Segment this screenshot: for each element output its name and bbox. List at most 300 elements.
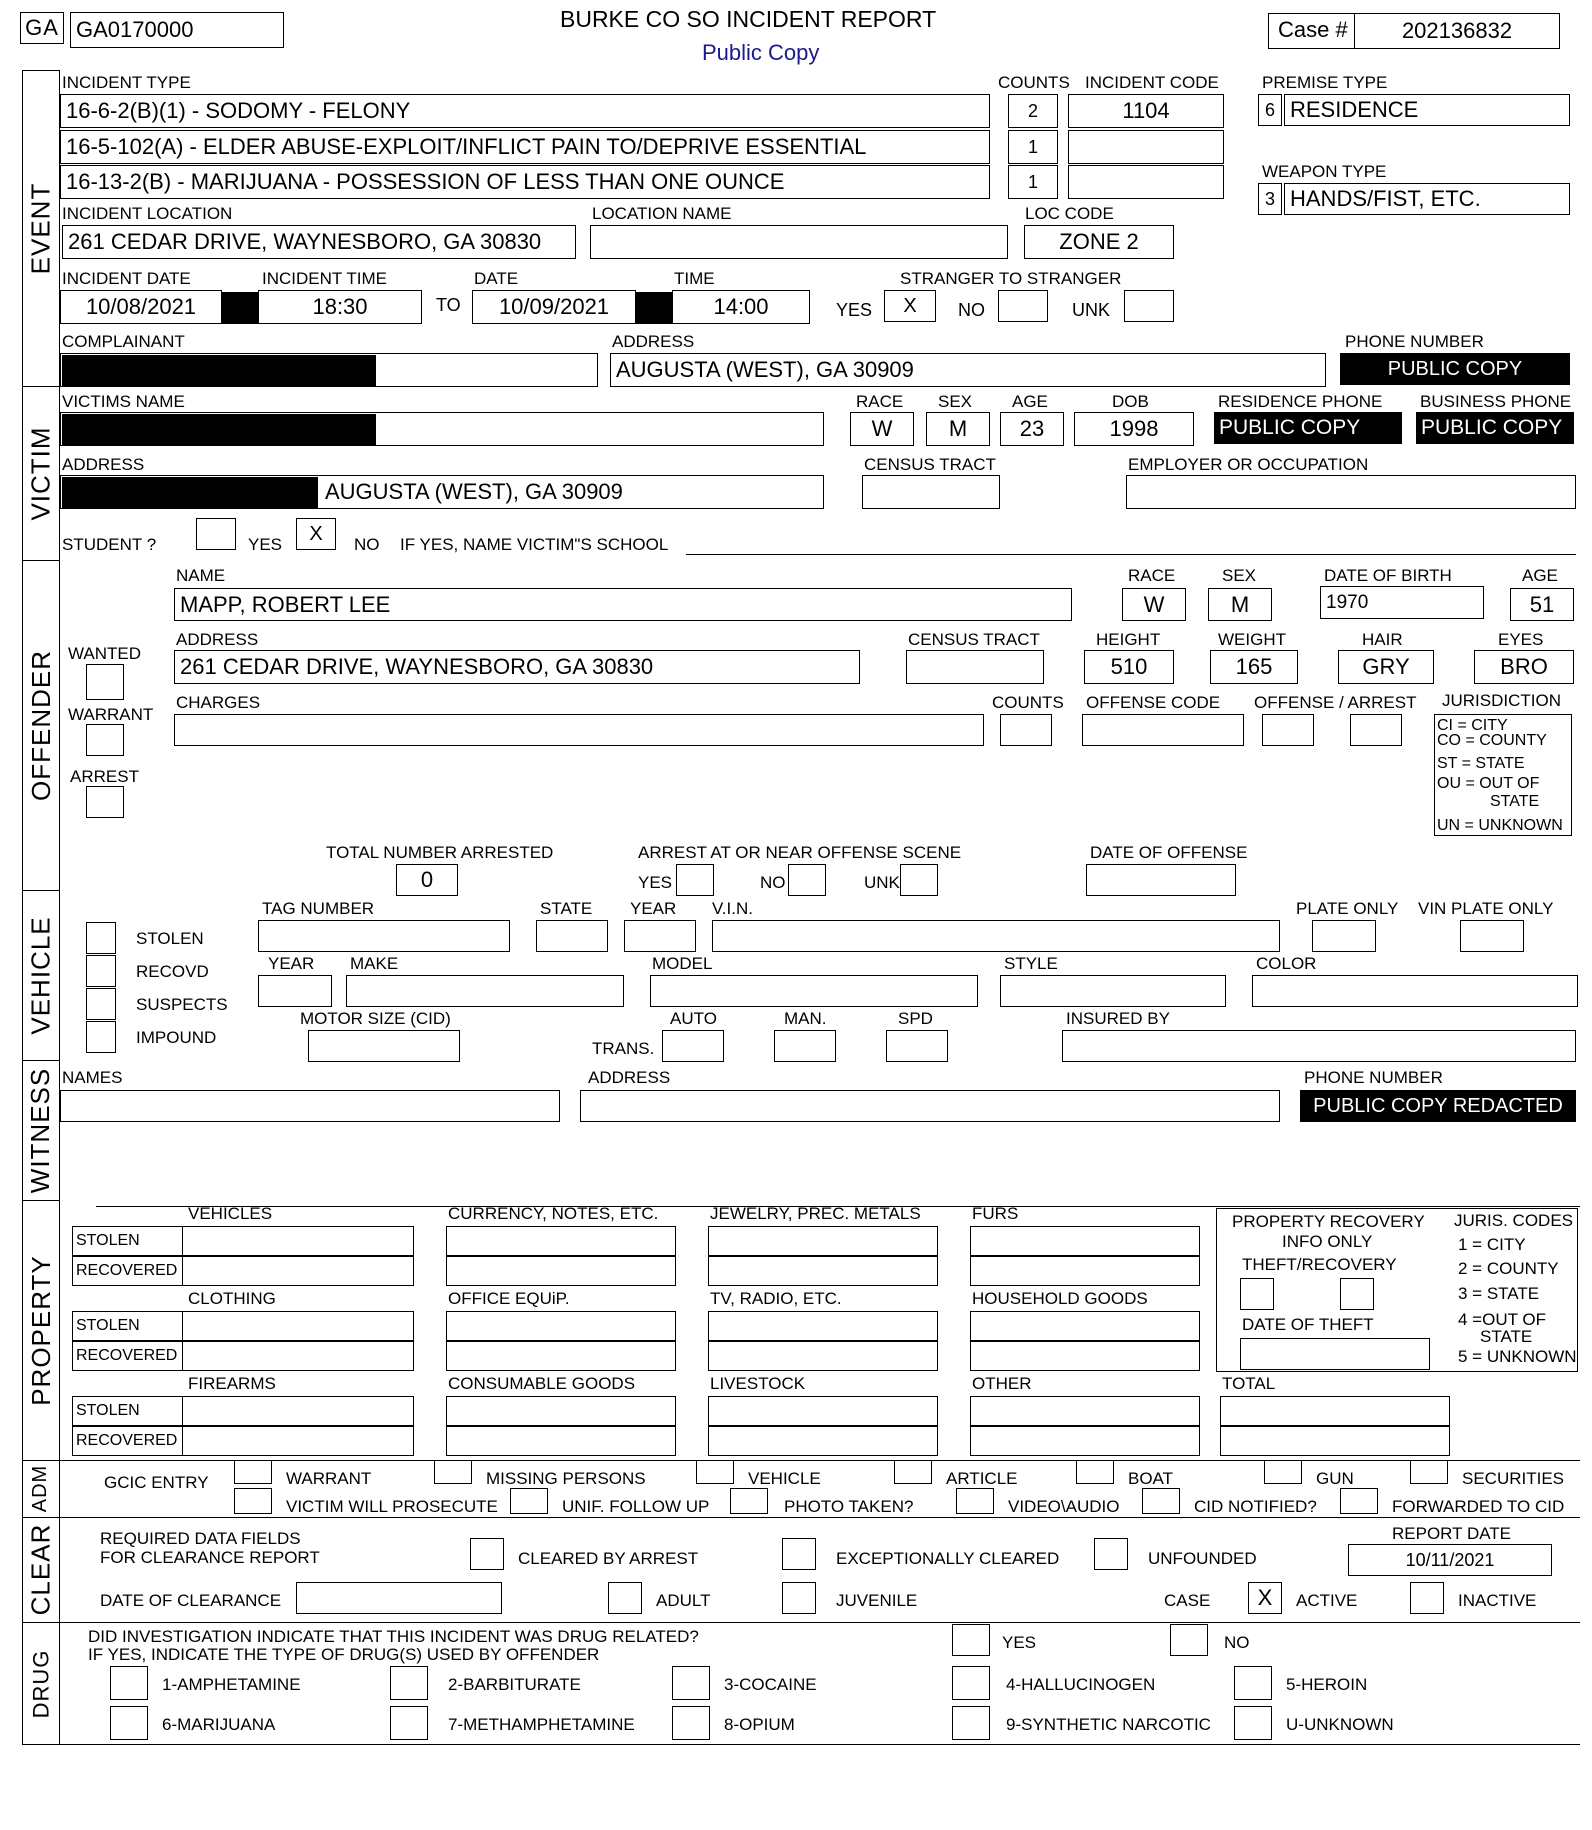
- plate-only-checkbox[interactable]: [1312, 920, 1376, 952]
- to-date-field[interactable]: [472, 290, 636, 324]
- section-witness: [22, 1060, 60, 1200]
- case-status-label: CASE: [1164, 1591, 1211, 1610]
- phone-redacted-text: PUBLIC COPY: [1421, 416, 1563, 439]
- vehicle-year-field[interactable]: [624, 920, 696, 952]
- property-total-recovered-field[interactable]: [1220, 1426, 1450, 1456]
- insured-by-field[interactable]: [1062, 1030, 1576, 1062]
- vehicle-state-field[interactable]: [536, 920, 608, 952]
- property-stolen-label: STOLEN: [76, 1402, 140, 1419]
- incident-type-2[interactable]: [60, 130, 990, 164]
- vehicle-state-label: STATE: [540, 899, 593, 918]
- property-stolen-value-field[interactable]: [970, 1311, 1200, 1341]
- redaction-bar: [636, 292, 672, 324]
- section-victim: [22, 386, 60, 560]
- state-box: [20, 12, 64, 44]
- vin-field[interactable]: [712, 920, 1280, 952]
- divider: [182, 1311, 183, 1371]
- location-name-label: LOCATION NAME: [592, 204, 732, 223]
- drug-type-label: 5-HEROIN: [1286, 1675, 1368, 1694]
- incident-count-value: 2: [1027, 100, 1038, 121]
- date-clearance-field[interactable]: [296, 1582, 502, 1614]
- property-recovered-value-field[interactable]: [446, 1256, 676, 1286]
- employer-label: EMPLOYER OR OCCUPATION: [1128, 455, 1369, 474]
- section-label: VEHICLE: [25, 915, 56, 1035]
- redaction-bar: [62, 477, 318, 509]
- tag-number-field[interactable]: [258, 920, 510, 952]
- adm-checkbox[interactable]: [510, 1488, 548, 1514]
- vehicle-year2-field[interactable]: [258, 975, 332, 1007]
- property-recovered-label: RECOVERED: [76, 1432, 178, 1449]
- juvenile-checkbox[interactable]: [782, 1582, 816, 1614]
- exceptionally-cleared-checkbox[interactable]: [782, 1538, 816, 1570]
- total-arrested-value: 0: [420, 867, 434, 892]
- student-no-checkbox[interactable]: [296, 518, 336, 550]
- ori-value: GA0170000: [76, 17, 194, 42]
- adm-checkbox[interactable]: [434, 1460, 472, 1484]
- to-date-label: DATE: [474, 269, 519, 288]
- property-recovered-value-field[interactable]: [184, 1342, 412, 1370]
- witness-names-label: NAMES: [62, 1068, 123, 1087]
- recovery-checkbox[interactable]: [1340, 1278, 1374, 1310]
- adm-option-label: BOAT: [1128, 1469, 1174, 1488]
- section-label: OFFENDER: [25, 649, 56, 801]
- property-stolen-value-field[interactable]: [446, 1226, 676, 1256]
- warrant-checkbox[interactable]: [86, 724, 124, 756]
- witness-names-field[interactable]: [60, 1090, 560, 1122]
- drug-yes-checkbox[interactable]: [952, 1624, 990, 1656]
- drug-type-label: 6-MARIJUANA: [162, 1715, 276, 1734]
- incident-count-3[interactable]: [1008, 165, 1058, 199]
- charges-field[interactable]: [174, 714, 984, 746]
- offender-address-label: ADDRESS: [176, 630, 259, 649]
- property-stolen-value-field[interactable]: [184, 1312, 412, 1340]
- adm-checkbox[interactable]: [1264, 1460, 1302, 1484]
- premise-type-label: PREMISE TYPE: [1262, 73, 1388, 92]
- incident-type-label: INCIDENT TYPE: [62, 73, 191, 92]
- premise-code[interactable]: [1258, 94, 1282, 126]
- offense-field[interactable]: [1262, 714, 1314, 746]
- arrest-field[interactable]: [1350, 714, 1402, 746]
- offender-name-label: NAME: [176, 566, 226, 585]
- witness-address-field[interactable]: [580, 1090, 1280, 1122]
- adm-option-label: SECURITIES: [1462, 1469, 1565, 1488]
- drug-type-checkbox[interactable]: [390, 1706, 428, 1740]
- weapon-code[interactable]: [1258, 183, 1282, 215]
- arrest-scene-label: ARREST AT OR NEAR OFFENSE SCENE: [638, 843, 962, 862]
- student-no-label: NO: [354, 535, 380, 554]
- scene-no-checkbox[interactable]: [788, 864, 826, 896]
- student-yes-checkbox[interactable]: [196, 518, 236, 550]
- property-category-label: OTHER: [972, 1374, 1032, 1393]
- property-stolen-value-field[interactable]: [708, 1396, 938, 1426]
- ori-field[interactable]: [70, 12, 284, 48]
- adult-checkbox[interactable]: [608, 1582, 642, 1614]
- incident-type-value: 16-13-2(B) - MARIJUANA - POSSESSION OF LESS THAN ONE OUNCE: [66, 169, 785, 194]
- victim-race-value: W: [871, 416, 893, 441]
- property-category-label: CONSUMABLE GOODS: [448, 1374, 636, 1393]
- insured-by-label: INSURED BY: [1066, 1009, 1170, 1028]
- incident-date-field[interactable]: [60, 290, 222, 324]
- incident-date-label: INCIDENT DATE: [62, 269, 191, 288]
- business-phone-field[interactable]: [1416, 412, 1574, 444]
- plate-only-label: PLATE ONLY: [1296, 899, 1399, 918]
- adm-option-label: WARRANT: [286, 1469, 372, 1488]
- adm-option-label: VEHICLE: [748, 1469, 821, 1488]
- employer-field[interactable]: [1126, 475, 1576, 509]
- section-offender: [22, 560, 60, 890]
- charges-counts-label: COUNTS: [992, 693, 1064, 712]
- section-label: PROPERTY: [25, 1254, 56, 1406]
- height-value: 510: [1110, 654, 1148, 679]
- inactive-checkbox[interactable]: [1410, 1582, 1444, 1614]
- to-label: TO: [436, 295, 461, 315]
- color-field[interactable]: [1252, 975, 1578, 1007]
- property-category-label: TOTAL: [1222, 1374, 1276, 1393]
- drug-type-checkbox[interactable]: [952, 1666, 990, 1700]
- victim-age-value: 23: [1019, 416, 1045, 441]
- redaction-bar: [222, 292, 258, 324]
- style-field[interactable]: [1000, 975, 1226, 1007]
- drug-type-checkbox[interactable]: [110, 1666, 148, 1700]
- adm-checkbox[interactable]: [956, 1488, 994, 1514]
- adult-label: ADULT: [656, 1591, 711, 1610]
- vehicle-stolen-checkbox[interactable]: [86, 922, 116, 954]
- section-label: DRUG: [28, 1649, 53, 1718]
- property-recovered-value-field[interactable]: [970, 1256, 1200, 1286]
- drug-type-label: U-UNKNOWN: [1286, 1715, 1394, 1734]
- scene-unk-checkbox[interactable]: [900, 864, 938, 896]
- scene-yes-label: YES: [638, 873, 673, 892]
- stranger-no-label: NO: [958, 300, 985, 320]
- vehicle-suspects-checkbox[interactable]: [86, 988, 116, 1020]
- drug-type-checkbox[interactable]: [672, 1706, 710, 1740]
- witness-address-label: ADDRESS: [588, 1068, 671, 1087]
- weapon-type-field[interactable]: [1284, 183, 1570, 215]
- school-label: IF YES, NAME VICTIM"S SCHOOL: [400, 535, 669, 554]
- adm-option-label: GUN: [1316, 1469, 1354, 1488]
- property-recovered-value-field[interactable]: [446, 1426, 676, 1456]
- offense-arrest-label: OFFENSE / ARREST: [1254, 693, 1417, 712]
- property-stolen-value-field[interactable]: [970, 1396, 1200, 1426]
- student-yes-label: YES: [248, 535, 283, 554]
- adm-checkbox[interactable]: [1340, 1488, 1378, 1514]
- offender-sex-value: M: [1230, 591, 1250, 617]
- drug-type-label: 4-HALLUCINOGEN: [1006, 1675, 1156, 1694]
- drug-type-checkbox[interactable]: [1234, 1706, 1272, 1740]
- eyes-field[interactable]: [1474, 650, 1574, 684]
- victim-address-value: AUGUSTA (WEST), GA 30909: [325, 479, 623, 504]
- vin-label: V.I.N.: [712, 899, 753, 918]
- date-theft-field[interactable]: [1240, 1338, 1430, 1370]
- school-line[interactable]: [686, 554, 1576, 555]
- total-arrested-label: TOTAL NUMBER ARRESTED: [326, 843, 554, 862]
- adm-top-rule: [60, 1460, 1580, 1461]
- loc-code-value: ZONE 2: [1059, 229, 1139, 254]
- complainant-address-field[interactable]: [610, 353, 1326, 387]
- height-label: HEIGHT: [1096, 630, 1161, 649]
- auto-field[interactable]: [662, 1030, 724, 1062]
- vehicle-stolen-label: STOLEN: [136, 929, 204, 948]
- drug-bottom-rule: [60, 1744, 1580, 1745]
- incident-code-1[interactable]: [1068, 94, 1224, 128]
- juris-codes-title: JURIS. CODES: [1454, 1211, 1574, 1230]
- property-stolen-value-field[interactable]: [184, 1227, 412, 1255]
- drug-type-label: 9-SYNTHETIC NARCOTIC: [1006, 1715, 1211, 1734]
- drug-type-checkbox[interactable]: [672, 1666, 710, 1700]
- drug-type-checkbox[interactable]: [110, 1706, 148, 1740]
- report-date-value: 10/11/2021: [1405, 1549, 1495, 1570]
- property-stolen-value-field[interactable]: [184, 1397, 412, 1425]
- premise-type-value: RESIDENCE: [1290, 97, 1419, 122]
- state-label: GA: [25, 15, 59, 40]
- offender-race-field[interactable]: [1122, 588, 1186, 621]
- drug-no-checkbox[interactable]: [1170, 1624, 1208, 1656]
- property-category-label: JEWELRY, PREC. METALS: [710, 1204, 921, 1223]
- juris-code-item: 1 = CITY: [1458, 1235, 1526, 1254]
- weight-label: WEIGHT: [1218, 630, 1286, 649]
- offender-address-field[interactable]: [174, 650, 860, 684]
- adm-checkbox[interactable]: [696, 1460, 734, 1484]
- complainant-phone-field[interactable]: [1340, 353, 1570, 385]
- property-stolen-value-field[interactable]: [446, 1396, 676, 1426]
- scene-yes-checkbox[interactable]: [676, 864, 714, 896]
- jurisdiction-item: CI = CITY: [1437, 717, 1508, 734]
- juris-code-item: 2 = COUNTY: [1458, 1259, 1559, 1278]
- date-clearance-label: DATE OF CLEARANCE: [100, 1591, 282, 1610]
- property-recovered-value-field[interactable]: [970, 1341, 1200, 1371]
- offender-dob-label: DATE OF BIRTH: [1324, 566, 1452, 585]
- cleared-arrest-checkbox[interactable]: [470, 1538, 504, 1570]
- loc-code-label: LOC CODE: [1025, 204, 1114, 223]
- incident-count-value: 1: [1027, 171, 1038, 192]
- phone-redacted-text: PUBLIC COPY REDACTED: [1313, 1094, 1563, 1117]
- adm-checkbox[interactable]: [1410, 1460, 1448, 1484]
- cleared-arrest-label: CLEARED BY ARREST: [518, 1549, 699, 1568]
- victim-address-label: ADDRESS: [62, 455, 145, 474]
- recovery-title: PROPERTY RECOVERY: [1232, 1212, 1425, 1231]
- theft-checkbox[interactable]: [1240, 1278, 1274, 1310]
- offender-dob-value: 1970: [1326, 591, 1369, 613]
- location-name-field[interactable]: [590, 225, 1008, 259]
- drug-type-checkbox[interactable]: [390, 1666, 428, 1700]
- incident-type-3[interactable]: [60, 165, 990, 199]
- adm-option-label: PHOTO TAKEN?: [784, 1497, 914, 1516]
- incident-location-label: INCIDENT LOCATION: [62, 204, 233, 223]
- incident-code-2[interactable]: [1068, 130, 1224, 164]
- incident-type-value: 16-5-102(A) - ELDER ABUSE-EXPLOIT/INFLICT PAIN TO/DEPRIVE ESSENTIAL: [66, 134, 867, 159]
- to-date-value: 10/09/2021: [498, 294, 610, 319]
- hair-value: GRY: [1362, 654, 1410, 679]
- motor-size-field[interactable]: [308, 1030, 460, 1062]
- adm-checkbox[interactable]: [1076, 1460, 1114, 1484]
- weight-field[interactable]: [1210, 650, 1298, 684]
- property-recovered-value-field[interactable]: [184, 1257, 412, 1285]
- to-time-value: 14:00: [713, 294, 769, 319]
- unfounded-checkbox[interactable]: [1094, 1538, 1128, 1570]
- witness-phone-field[interactable]: [1300, 1090, 1576, 1122]
- property-stolen-label: STOLEN: [76, 1317, 140, 1334]
- victim-sex-field[interactable]: [926, 412, 990, 446]
- property-recovered-value-field[interactable]: [446, 1341, 676, 1371]
- total-arrested-field[interactable]: [396, 864, 458, 896]
- arrest-checkbox[interactable]: [86, 786, 124, 818]
- hair-label: HAIR: [1362, 630, 1403, 649]
- phone-redacted-text: PUBLIC COPY: [1387, 357, 1523, 380]
- property-recovered-value-field[interactable]: [708, 1341, 938, 1371]
- offender-dob-field[interactable]: [1320, 586, 1484, 619]
- property-total-stolen-field[interactable]: [1220, 1396, 1450, 1426]
- property-category-label: CURRENCY, NOTES, ETC.: [448, 1204, 659, 1223]
- man-label: MAN.: [784, 1009, 827, 1028]
- property-stolen-value-field[interactable]: [446, 1311, 676, 1341]
- adm-option-label: VICTIM WILL PROSECUTE: [286, 1497, 498, 1516]
- vehicle-recovd-checkbox[interactable]: [86, 955, 116, 987]
- victim-dob-label: DOB: [1112, 392, 1149, 411]
- check-mark: X: [309, 522, 323, 545]
- jurisdiction-item: OU = OUT OF: [1437, 775, 1540, 792]
- adm-checkbox[interactable]: [730, 1488, 768, 1514]
- incident-code-label: INCIDENT CODE: [1085, 73, 1219, 92]
- to-time-field[interactable]: [672, 290, 810, 324]
- business-phone-label: BUSINESS PHONE: [1420, 392, 1572, 411]
- offender-name-value: MAPP, ROBERT LEE: [180, 591, 391, 617]
- report-date-field[interactable]: [1348, 1544, 1552, 1576]
- residence-phone-field[interactable]: [1214, 412, 1402, 444]
- incident-count-2[interactable]: [1008, 130, 1058, 164]
- adm-checkbox[interactable]: [1142, 1488, 1180, 1514]
- property-category-label: CLOTHING: [188, 1289, 276, 1308]
- check-mark: X: [1257, 1585, 1273, 1610]
- height-field[interactable]: [1084, 650, 1174, 684]
- jurisdiction-item: STATE: [1490, 793, 1540, 810]
- property-recovered-value-field[interactable]: [184, 1427, 412, 1455]
- incident-code-3[interactable]: [1068, 165, 1224, 199]
- premise-type-field[interactable]: [1284, 94, 1570, 126]
- offense-code-label: OFFENSE CODE: [1086, 693, 1221, 712]
- incident-count-1[interactable]: [1008, 94, 1058, 128]
- drug-type-label: 8-OPIUM: [724, 1715, 795, 1734]
- active-checkbox[interactable]: [1248, 1582, 1282, 1614]
- redaction-bar: [62, 355, 376, 387]
- section-label: ADM: [29, 1464, 52, 1513]
- property-stolen-value-field[interactable]: [708, 1311, 938, 1341]
- victim-census-field[interactable]: [862, 475, 1000, 509]
- scene-unk-label: UNK: [864, 873, 900, 892]
- wanted-checkbox[interactable]: [86, 664, 124, 700]
- incident-type-1[interactable]: [60, 94, 990, 128]
- adm-option-label: CID NOTIFIED?: [1194, 1497, 1317, 1516]
- report-subtitle: Public Copy: [702, 40, 820, 65]
- stranger-unk-checkbox[interactable]: [1124, 290, 1174, 322]
- drug-type-label: 1-AMPHETAMINE: [162, 1675, 301, 1694]
- adm-checkbox[interactable]: [894, 1460, 932, 1484]
- victim-race-field[interactable]: [850, 412, 914, 446]
- vin-plate-only-checkbox[interactable]: [1460, 920, 1524, 952]
- drug-type-label: 2-BARBITURATE: [448, 1675, 581, 1694]
- hair-field[interactable]: [1338, 650, 1434, 684]
- stranger-no-checkbox[interactable]: [998, 290, 1048, 322]
- vehicle-impound-checkbox[interactable]: [86, 1021, 116, 1053]
- jurisdiction-label: JURISDICTION: [1442, 691, 1561, 710]
- property-stolen-value-field[interactable]: [708, 1226, 938, 1256]
- victim-sex-label: SEX: [938, 392, 973, 411]
- juris-code-item: 5 = UNKNOWN: [1458, 1347, 1577, 1366]
- jurisdiction-item: UN = UNKNOWN: [1437, 817, 1563, 834]
- incident-count-value: 1: [1027, 136, 1038, 157]
- case-number-field[interactable]: [1354, 13, 1560, 49]
- adm-checkbox[interactable]: [234, 1460, 272, 1484]
- property-recovered-value-field[interactable]: [708, 1426, 938, 1456]
- model-field[interactable]: [650, 975, 978, 1007]
- weight-value: 165: [1235, 654, 1273, 679]
- eyes-value: BRO: [1500, 654, 1548, 679]
- victim-age-field[interactable]: [1000, 412, 1064, 446]
- section-property: [22, 1200, 60, 1460]
- victim-age-label: AGE: [1012, 392, 1048, 411]
- stranger-yes-checkbox[interactable]: [884, 290, 936, 322]
- case-number: 202136832: [1401, 18, 1513, 43]
- offender-census-field[interactable]: [906, 650, 1044, 684]
- vehicle-suspects-label: SUSPECTS: [136, 995, 228, 1014]
- drug-instruction: IF YES, INDICATE THE TYPE OF DRUG(S) USED BY OFFENDER: [88, 1645, 600, 1664]
- model-label: MODEL: [652, 954, 713, 973]
- make-field[interactable]: [346, 975, 624, 1007]
- property-category-label: HOUSEHOLD GOODS: [972, 1289, 1148, 1308]
- property-recovered-value-field[interactable]: [708, 1256, 938, 1286]
- property-recovered-value-field[interactable]: [970, 1426, 1200, 1456]
- drug-type-label: 3-COCAINE: [724, 1675, 817, 1694]
- property-recovered-label: RECOVERED: [76, 1347, 178, 1364]
- motor-size-label: MOTOR SIZE (CID): [300, 1009, 451, 1028]
- victim-dob-value: 1998: [1109, 416, 1159, 441]
- charges-counts-field[interactable]: [1000, 714, 1052, 746]
- offender-sex-field[interactable]: [1208, 588, 1272, 621]
- weapon-code-value: 3: [1264, 188, 1275, 209]
- loc-code-field[interactable]: [1024, 225, 1174, 259]
- offender-census-label: CENSUS TRACT: [908, 630, 1040, 649]
- complainant-label: COMPLAINANT: [62, 332, 185, 351]
- drug-question: DID INVESTIGATION INDICATE THAT THIS INCIDENT WAS DRUG RELATED?: [88, 1627, 699, 1646]
- weapon-type-label: WEAPON TYPE: [1262, 162, 1387, 181]
- spd-field[interactable]: [886, 1030, 948, 1062]
- offense-code-field[interactable]: [1082, 714, 1244, 746]
- drug-top-rule: [60, 1622, 1580, 1623]
- section-adm: [22, 1460, 60, 1517]
- property-category-label: FIREARMS: [188, 1374, 276, 1393]
- scene-no-label: NO: [760, 873, 786, 892]
- adm-option-label: FORWARDED TO CID: [1392, 1497, 1565, 1516]
- incident-location-field[interactable]: [62, 225, 576, 259]
- to-time-label: TIME: [674, 269, 715, 288]
- juris-code-item: 4 =OUT OF: [1458, 1310, 1547, 1329]
- juvenile-label: JUVENILE: [836, 1591, 918, 1610]
- adm-option-label: UNIF. FOLLOW UP: [562, 1497, 710, 1516]
- incident-time-field[interactable]: [258, 290, 422, 324]
- drug-type-checkbox[interactable]: [952, 1706, 990, 1740]
- man-field[interactable]: [774, 1030, 836, 1062]
- victim-dob-field[interactable]: [1074, 412, 1194, 446]
- drug-type-checkbox[interactable]: [1234, 1666, 1272, 1700]
- adm-option-label: MISSING PERSONS: [486, 1469, 646, 1488]
- color-label: COLOR: [1256, 954, 1317, 973]
- date-offense-field[interactable]: [1086, 864, 1236, 896]
- property-stolen-value-field[interactable]: [970, 1226, 1200, 1256]
- victim-sex-value: M: [948, 416, 968, 441]
- offender-age-field[interactable]: [1510, 588, 1574, 621]
- offender-name-field[interactable]: [174, 588, 1072, 621]
- adm-checkbox[interactable]: [234, 1488, 272, 1514]
- clear-top-rule: [60, 1517, 1580, 1518]
